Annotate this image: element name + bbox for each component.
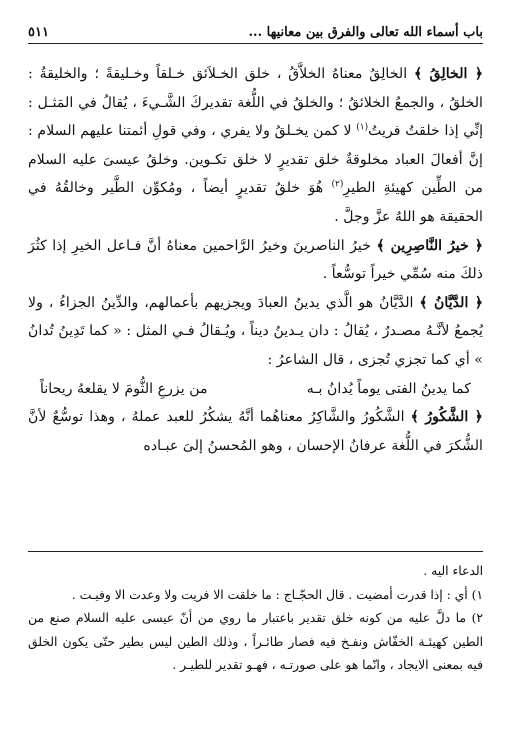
text-line: الخالِقُ معناهُ الخلاَّقُ ، خلق الخـلاَئق خـلقاً وخـليقةً ؛ xyxy=(94,66,408,82)
text-line: المثل : « كما تَدِينُ تُدانُ » أي كما تجزي تُجزى ، قال الشاعرُ : xyxy=(28,323,483,368)
term-heading: ﴿ الدَّيَّانُ ﴾ xyxy=(419,294,484,311)
term-heading: ﴿ الشَّكُورُ ﴾ xyxy=(410,409,484,426)
footnote-1 xyxy=(28,584,483,608)
footnote-line: يكون الخلق فيه بمعنى الايجاد ، وانّما هو على صورتـه ، فهـو تقدير للطيـر . xyxy=(28,634,483,672)
text-line: الشَّكُورُ والشَّاكِرُ معناهُما أنَّهُ يشكُرُ للعبد عملهُ ، وهذا xyxy=(89,409,405,426)
footnote-2 xyxy=(28,607,483,678)
verse-second-hemistich: من يزرعِ الثُّومَ لا يقلعهُ ريحاناً xyxy=(40,380,208,397)
text-line: توسُّعٌ لأنَّ الشُّكرَ في اللُّغة عرفانُ الإحسان ، وهو المُحسنُ إلىَ عبـاده xyxy=(28,409,483,454)
footnote-divider xyxy=(28,551,483,552)
footnotes xyxy=(28,560,483,678)
text-line: الدَّيَّانُ هو الَّذي يدينُ العبادَ ويجزيهم بأعمالهم، والدِّينُ xyxy=(101,294,414,311)
footnote-marker[interactable]: (١) xyxy=(356,122,369,133)
verse-first-hemistich: كما يدينُ الفتى يوماً يُدانُ بـه xyxy=(306,380,471,397)
text-line: والخليقةُ : الخلقُ ، والجمعُ الخلائقُ ؛ والخلقُ في اللُّغة تقديركَ الشَّـيءَ ، xyxy=(28,66,483,111)
footnote-continuation: الدعاء اليه . xyxy=(423,564,483,578)
footnote-marker[interactable]: (٢) xyxy=(331,179,344,190)
text-line: الجزاءُ ، ولا يُجمعُ لأنَّـهُ مصـدرٌ ، يُقالُ : دان يـدينُ ديناً ، ويُـقالُ فـي xyxy=(28,294,484,340)
text-line: الطَّير وخالقُهُ في الحقيقة هو اللهُ عزَّ وجلَّ . xyxy=(28,180,483,225)
text-line: وخلقُ عيسىَ عليه السلام من الطِّين كهيئةِ الطيرِ xyxy=(28,151,483,197)
paragraph-al-dayyan xyxy=(28,289,483,375)
term-heading: ﴿ خيرُ النَّاصِرِين ﴾ xyxy=(376,237,484,254)
footnote-line: الا وفيـت . xyxy=(71,587,126,602)
page-header xyxy=(28,14,483,40)
text-line: خيرُ الناصرينَ وخيرُ الرَّاحمين معناهُ أنَّ فـاعل xyxy=(106,237,371,254)
footnote-line: ٢) ما دلَّ عليه من كونه خلق تقدير باعتبار ما روي من أنّ عيسى عليه السلام صنع xyxy=(49,611,483,625)
running-title: باب أسماء الله تعالى والفرق بين معانيها ... xyxy=(248,25,483,40)
text-line: لا كمن يخـلقُ ولا يفري ، وفي xyxy=(181,123,357,140)
page-number: ٥١١ xyxy=(28,25,49,40)
text-line: الخيرِ إذا كثُرَ ذلكَ منه سُمِّي خيراً توسُّعاً . xyxy=(28,237,483,283)
header-divider xyxy=(28,43,483,44)
paragraph-al-khaliq xyxy=(28,60,483,232)
poetry-verse xyxy=(28,375,483,404)
footnote-line: من الطين كهيئـة الخفّاش ونفـخ فيه فصار طائـراً ، وذلك الطين ليس بطير حتّى xyxy=(28,611,483,649)
main-text xyxy=(28,60,483,460)
text-line: هُوَ خلقُ تقديرٍ أيضاً ، ومُكوِّن xyxy=(142,180,332,197)
term-heading: ﴿ الخالِقُ ﴾ xyxy=(414,66,484,82)
text-line: قولِ أئمتنا عليهم السلام : إنَّ أفعالَ العباد مخلوقةٌ خلق تقديرٍ لا خلق تكـوين. xyxy=(28,123,483,168)
paragraph-khayr-al-nasirin xyxy=(28,232,483,289)
paragraph-al-shakur xyxy=(28,403,483,460)
footnote-line: ١) أي : إذا قدرت أمضيت . قال الحجّـاج : ما خلقت الا فريت ولا وعدت xyxy=(129,587,483,602)
text-line: يُقالُ في المَثـل : إنِّي إذا خلقتُ فريتُ xyxy=(28,94,484,140)
